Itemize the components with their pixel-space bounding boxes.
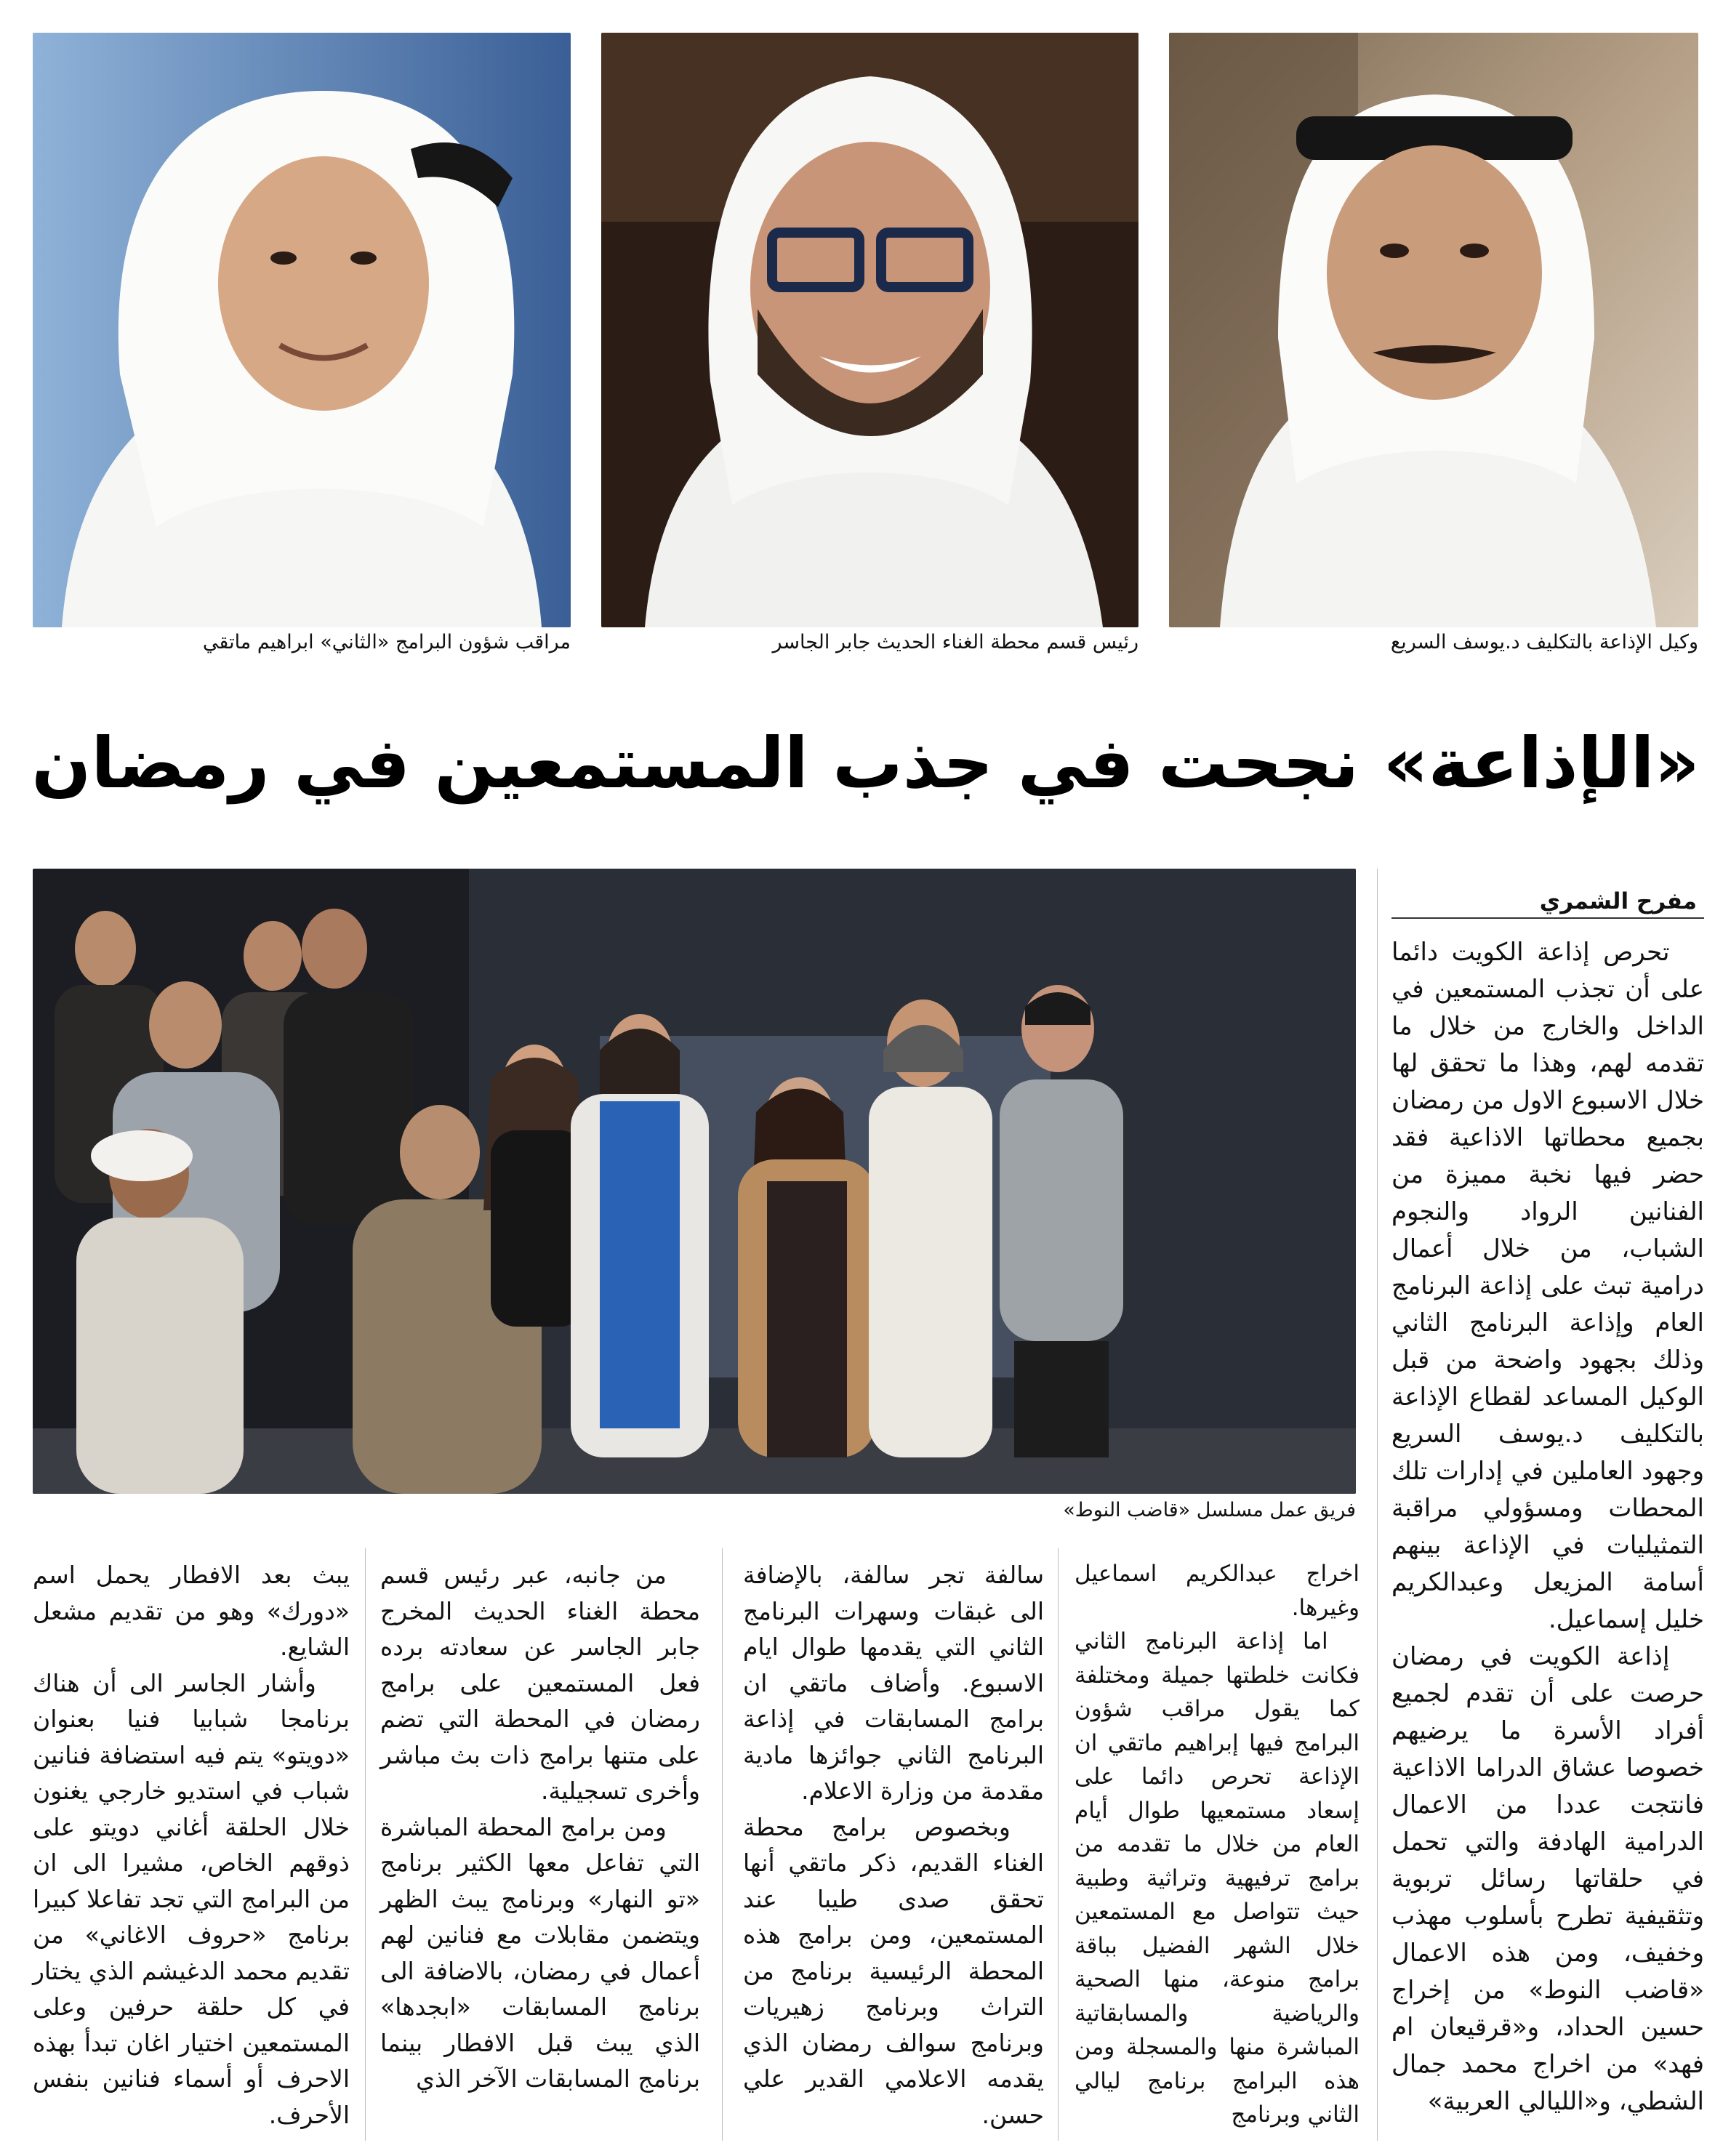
byline-rule xyxy=(1391,917,1704,919)
column-rule xyxy=(722,1548,723,2141)
photo-left-portrait xyxy=(33,33,571,627)
headline: «الإذاعة» نجحت في جذب المستمعين في رمضان xyxy=(31,723,1700,804)
caption-left-photo: مراقب شؤون البرامج «الثاني» ابراهيم ماتقي xyxy=(202,631,571,653)
paragraph: سالفة تجر سالفة، بالإضافة الى غبقات وسهرات البرنامج الثاني التي يقدمها طوال ايام الاسبوع. وأضاف ماتقي ان برامج المسابقات في إذاعة البرنامج الثاني جوائزها مادية مقدمة من وزارة الاعلام. xyxy=(743,1561,1044,1805)
paragraph: وأشار الجاسر الى أن هناك برنامجا شبابيا فنيا بعنوان «دويتو» يتم فيه استضافة فنانين شباب في استديو خارجي يغنون خلال الحلقة أغاني دويتو على ذوقهم الخاص، مشيرا الى ان من البرامج التي تجد تفاعلا كبيرا برنامج «حروف الاغاني» من تقديم محمد الدغيشم الذي يختار في كل حلقة حرفين وعلى المستمعين اختيار اغان تبدأ بهذه الاحرف أو أسماء فنانين بنفس الأحرف. xyxy=(33,1668,350,2129)
column-3 xyxy=(743,1557,1044,2133)
column-rule xyxy=(1058,1548,1059,2141)
group-image xyxy=(33,869,1356,1494)
column-2 xyxy=(1075,1557,1360,2132)
paragraph: يبث بعد الافطار يحمل اسم «دورك» وهو من تقديم مشعل الشايع. xyxy=(33,1561,350,1661)
paragraph: ومن برامج المحطة المباشرة التي تفاعل معها الكثير برنامج «تو النهار» وبرنامج يبث الظهر ويتضمن مقابلات مع فنانين لهم أعمال في رمضان، بالاضافة الى برنامج المسابقات «ابجدها» الذي يبث قبل الافطار بينما برنامج المسابقات الآخر الذي xyxy=(380,1812,700,2093)
paragraph: تحرص إذاعة الكويت دائما على أن تجذب المستمعين في الداخل والخارج من خلال ما تقدمه لهم، وهذا ما تحقق لها خلال الاسبوع الاول من رمضان بجميع محطاتها الاذاعية فقد حضر فيها نخبة مميزة من الفنانين الرواد والنجوم الشباب، من خلال أعمال درامية تبث على إذاعة البرنامج العام وإذاعة البرنامج الثاني وذلك بجهود واضحة من قبل الوكيل المساعد لقطاع الإذاعة بالتكليف د.يوسف السريع وجهود العاملين في إدارات تلك المحطات ومسؤولي مراقبة التمثيليات في الإذاعة بينهم أسامة المزيعل وعبدالكريم خليل إسماعيل. xyxy=(1391,938,1704,1634)
paragraph: من جانبه، عبر رئيس قسم محطة الغناء الحديث المخرج جابر الجاسر عن سعادته برده فعل المستمعين على برامج رمضان في المحطة التي تضم على متنها برامج ذات بث مباشر وأخرى تسجيلية. xyxy=(380,1561,700,1805)
paragraph: اما إذاعة البرنامج الثاني فكانت خلطتها جميلة ومختلفة كما يقول مراقب شؤون البرامج فيها إبراهيم ماتقي ان الإذاعة تحرص دائما على إسعاد مستمعيها طوال أيام العام من خلال ما تقدمه من برامج ترفيهية وتراثية وطبية حيث تتواصل مع المستمعين خلال الشهر الفضيل بباقة برامج منوعة، منها الصحية والرياضية والمسابقاتية المباشرة منها والمسجلة ومن هذه البرامج برنامج ليالي الثاني وبرنامج xyxy=(1075,1628,1360,2128)
photo-right-portrait xyxy=(1169,33,1698,627)
caption-group-photo: فريق عمل مسلسل «قاضب النوط» xyxy=(1063,1499,1356,1521)
photo-center-portrait xyxy=(601,33,1138,627)
paragraph: اخراج عبدالكريم اسماعيل وغيرها. xyxy=(1075,1561,1360,1621)
portrait-image xyxy=(601,33,1138,627)
portrait-image xyxy=(33,33,571,627)
column-rule xyxy=(365,1548,366,2141)
column-4 xyxy=(380,1557,700,2097)
photo-group-cast xyxy=(33,869,1356,1494)
paragraph: وبخصوص برامج محطة الغناء القديم، ذكر ماتقي أنها تحقق صدى طيبا عند المستمعين، ومن برامج هذه المحطة الرئيسية برنامج من التراث وبرنامج زهيريات وبرنامج سوالف رمضان الذي يقدمه الاعلامي القدير علي حسن. xyxy=(743,1812,1044,2129)
caption-right-photo: وكيل الإذاعة بالتكليف د.يوسف السريع xyxy=(1390,631,1698,653)
portrait-image xyxy=(1169,33,1698,627)
column-1 xyxy=(1391,934,1704,2120)
column-5 xyxy=(33,1557,350,2133)
caption-center-photo: رئيس قسم محطة الغناء الحديث جابر الجاسر xyxy=(772,631,1138,653)
paragraph: إذاعة الكويت في رمضان حرصت على أن تقدم لجميع أفراد الأسرة ما يرضيهم خصوصا عشاق الدراما الاذاعية فانتجت عددا من الاعمال الدرامية الهادفة والتي تحمل في حلقاتها رسائل تربوية وتثقيفية تطرح بأسلوب مهذب وخفيف، ومن هذه الاعمال «قاضب النوط» من إخراج حسين الحداد، و«قرقيعان ام فهد» من اخراج محمد جمال الشطي، و«الليالي العربية» xyxy=(1391,1642,1704,2116)
column-rule xyxy=(1377,869,1378,2141)
byline-author: مفرح الشمري xyxy=(1539,888,1697,914)
